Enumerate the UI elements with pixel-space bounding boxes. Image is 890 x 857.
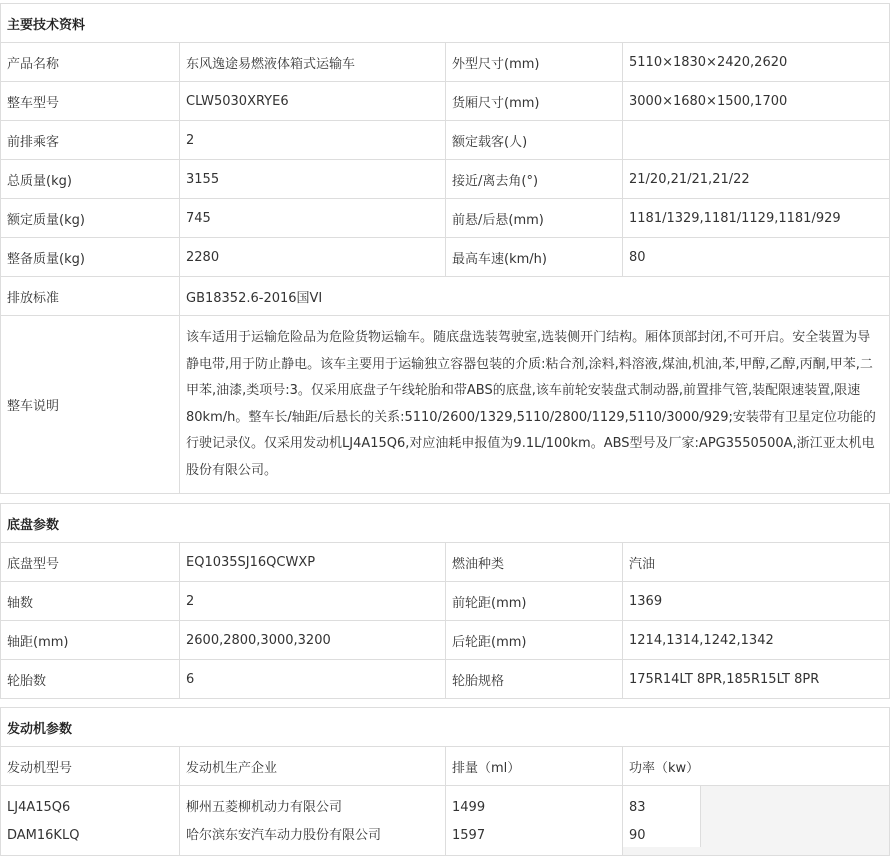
table-row (1, 786, 890, 856)
main-section-title: 主要技术资料 (1, 4, 890, 43)
spec-value: 6 (180, 660, 446, 699)
engine-model: LJ4A15Q6 (7, 800, 71, 815)
spec-label: 燃油种类 (446, 543, 623, 582)
spec-label: 产品名称 (1, 43, 180, 82)
spec-value: EQ1035SJ16QCWXP (180, 543, 446, 582)
spec-label: 底盘型号 (1, 543, 180, 582)
spec-value: 3000×1680×1500,1700 (623, 82, 890, 121)
table-row (1, 160, 890, 199)
spec-label: 接近/离去角(°) (446, 160, 623, 199)
engine-maker-cell (180, 786, 446, 856)
engine-displacement-cell (446, 786, 623, 856)
column-header: 功率（kw） (623, 747, 890, 786)
engine-header-row (1, 747, 890, 786)
spec-label: 后轮距(mm) (446, 621, 623, 660)
spec-value: 745 (180, 199, 446, 238)
table-row (1, 238, 890, 277)
table-row (1, 660, 890, 699)
spec-value: 1369 (623, 582, 890, 621)
spec-label: 整车型号 (1, 82, 180, 121)
spec-label: 最高车速(km/h) (446, 238, 623, 277)
spec-value: 2280 (180, 238, 446, 277)
spec-label: 前悬/后悬(mm) (446, 199, 623, 238)
spec-value: 3155 (180, 160, 446, 199)
spec-label: 整备质量(kg) (1, 238, 180, 277)
table-row (1, 582, 890, 621)
engine-power: 83 (629, 800, 646, 815)
engine-maker: 哈尔滨东安汽车动力股份有限公司 (186, 828, 382, 843)
engine-section-title: 发动机参数 (1, 708, 890, 747)
spec-value: 2 (180, 121, 446, 160)
table-row (1, 199, 890, 238)
spec-value: 80 (623, 238, 890, 277)
description-value: 该车适用于运输危险品为危险货物运输车。随底盘选装驾驶室,选装侧开门结构。厢体顶部封闭,不可开启。安全装置为导静电带,用于防止静电。该车主要用于运输独立容器包装的介质:粘合剂,涂料,料溶液,煤油,机油,苯,甲醇,乙醇,丙酮,甲苯,二甲苯,油漆,类项号:3。仅采用底盘子午线轮胎和带ABS的底盘,该车前轮安装盘式制动器,前置排气管,装配限速装置,限速80km/h。整车长/轴距/后悬长的关系:5110/2600/1329,5110/2800/1129,5110/3000/929;安装带有卫星定位功能的行驶记录仪。仅采用发动机LJ4A15Q6,对应油耗申报值为9.1L/100km。ABS型号及厂家:APG3550500A,浙江亚太机电股份有限公司。 (180, 316, 890, 494)
emission-label: 排放标准 (1, 277, 180, 316)
spec-label: 前轮距(mm) (446, 582, 623, 621)
spec-value: CLW5030XRYE6 (180, 82, 446, 121)
spec-label: 货厢尺寸(mm) (446, 82, 623, 121)
spec-value: 175R14LT 8PR,185R15LT 8PR (623, 660, 890, 699)
spec-value: 21/20,21/21,21/22 (623, 160, 890, 199)
description-label: 整车说明 (1, 316, 180, 494)
table-row (1, 543, 890, 582)
main-spec-table (0, 3, 890, 494)
spec-label: 轮胎数 (1, 660, 180, 699)
chassis-section-title: 底盘参数 (1, 504, 890, 543)
column-header: 发动机生产企业 (180, 747, 446, 786)
engine-table (0, 707, 890, 856)
spec-label: 轴数 (1, 582, 180, 621)
spec-label: 轴距(mm) (1, 621, 180, 660)
table-row (1, 43, 890, 82)
spec-label: 轮胎规格 (446, 660, 623, 699)
engine-maker: 柳州五菱柳机动力有限公司 (186, 800, 343, 815)
spec-value: 2 (180, 582, 446, 621)
engine-power-cell (623, 786, 890, 856)
engine-power-box (623, 786, 701, 847)
spec-value: 汽油 (623, 543, 890, 582)
spec-value: 1214,1314,1242,1342 (623, 621, 890, 660)
spec-value: 1181/1329,1181/1129,1181/929 (623, 199, 890, 238)
column-header: 排量（ml） (446, 747, 623, 786)
spec-value: 5110×1830×2420,2620 (623, 43, 890, 82)
table-row (1, 82, 890, 121)
table-row (1, 121, 890, 160)
engine-model-cell (1, 786, 180, 856)
spec-value: 2600,2800,3000,3200 (180, 621, 446, 660)
table-row (1, 277, 890, 316)
spec-label: 总质量(kg) (1, 160, 180, 199)
engine-displacement: 1597 (452, 828, 486, 843)
spec-value: 东风逸途易燃液体箱式运输车 (180, 43, 446, 82)
spec-label: 前排乘客 (1, 121, 180, 160)
table-row (1, 316, 890, 494)
engine-displacement: 1499 (452, 800, 486, 815)
column-header: 发动机型号 (1, 747, 180, 786)
chassis-table (0, 503, 890, 699)
table-row (1, 621, 890, 660)
engine-power: 90 (629, 828, 646, 843)
emission-value: GB18352.6-2016国VI (180, 277, 890, 316)
spec-label: 外型尺寸(mm) (446, 43, 623, 82)
spec-label: 额定载客(人) (446, 121, 623, 160)
engine-model: DAM16KLQ (7, 828, 80, 843)
spec-value (623, 121, 890, 160)
spec-label: 额定质量(kg) (1, 199, 180, 238)
